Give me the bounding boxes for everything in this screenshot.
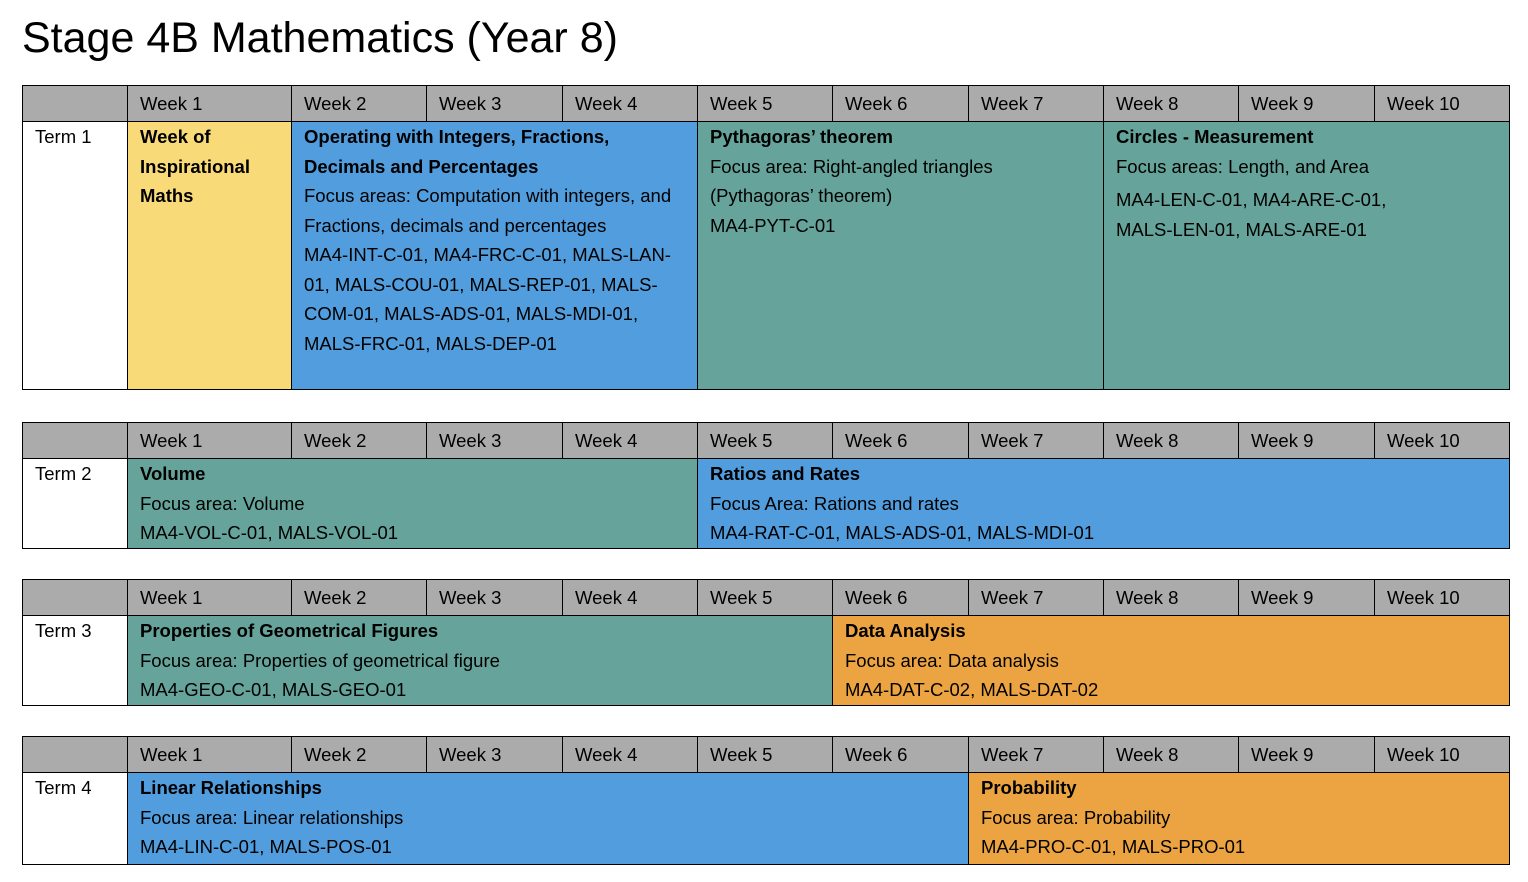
outcome-codes: MA4-VOL-C-01, MALS-VOL-01 [140, 522, 399, 543]
week-header: Week 10 [1375, 423, 1510, 459]
week-header: Week 5 [698, 580, 833, 616]
unit-cell [969, 773, 1510, 865]
unit-cell [1104, 122, 1510, 390]
outcome-codes: MA4-INT-C-01, MA4-FRC-C-01, MALS-LAN-01, MALS-COU-01, MALS-REP-01, MALS-COM-01, MALS-ADS-01, MALS-MDI-01, MALS-FRC-01, MALS-DEP-01 [304, 244, 671, 354]
unit-cell [128, 773, 969, 865]
outcome-codes: MA4-PRO-C-01, MALS-PRO-01 [981, 836, 1246, 857]
unit-cell [698, 122, 1104, 390]
unit-cell [128, 616, 833, 706]
unit-title: Operating with Integers, Fractions, Decimals and Percentages [304, 126, 610, 177]
week-header: Week 6 [833, 737, 969, 773]
week-header: Week 10 [1375, 737, 1510, 773]
focus-area: Focus area: Right-angled triangles (Pythagoras’ theorem) [710, 155, 993, 206]
outcome-codes: MA4-GEO-C-01, MALS-GEO-01 [140, 679, 407, 700]
week-header: Week 1 [128, 86, 292, 122]
week-header: Week 5 [698, 86, 833, 122]
week-header: Week 8 [1104, 580, 1239, 616]
unit-cell [833, 616, 1510, 706]
unit-cell [698, 459, 1510, 549]
week-header: Week 6 [833, 580, 969, 616]
unit-cell [128, 459, 698, 549]
focus-area: Focus area: Volume [140, 492, 305, 514]
week-header: Week 3 [427, 580, 563, 616]
week-header: Week 7 [969, 580, 1104, 616]
term-4-table [22, 736, 1510, 865]
week-header: Week 2 [292, 86, 427, 122]
term-label: Term 2 [23, 459, 128, 549]
week-header: Week 4 [563, 423, 698, 459]
term-label: Term 1 [23, 122, 128, 390]
week-header: Week 4 [563, 737, 698, 773]
unit-title: Properties of Geometrical Figures [140, 620, 439, 641]
focus-area: Focus area: Properties of geometrical figure [140, 649, 500, 671]
focus-area: Focus area: Linear relationships [140, 806, 404, 828]
week-header: Week 1 [128, 580, 292, 616]
outcome-codes: MA4-RAT-C-01, MALS-ADS-01, MALS-MDI-01 [710, 522, 1095, 543]
header-blank-cell [23, 580, 128, 616]
week-header: Week 7 [969, 86, 1104, 122]
week-header: Week 4 [563, 86, 698, 122]
unit-title: Week of Inspirational Maths [140, 126, 250, 206]
unit-title: Pythagoras’ theorem [710, 126, 894, 147]
outcome-codes: MA4-DAT-C-02, MALS-DAT-02 [845, 679, 1099, 700]
outcome-codes: MA4-LIN-C-01, MALS-POS-01 [140, 836, 392, 857]
focus-area: Focus areas: Length, and Area [1116, 155, 1370, 177]
week-header: Week 7 [969, 423, 1104, 459]
week-header: Week 8 [1104, 86, 1239, 122]
week-header: Week 9 [1239, 423, 1375, 459]
header-blank-cell [23, 86, 128, 122]
week-header: Week 6 [833, 423, 969, 459]
unit-cell [128, 122, 292, 390]
week-header: Week 2 [292, 423, 427, 459]
focus-area: Focus area: Probability [981, 806, 1171, 828]
unit-title: Linear Relationships [140, 777, 322, 798]
week-header: Week 9 [1239, 86, 1375, 122]
week-header: Week 2 [292, 737, 427, 773]
header-blank-cell [23, 737, 128, 773]
week-header: Week 1 [128, 737, 292, 773]
week-header: Week 5 [698, 737, 833, 773]
outcome-codes: MA4-LEN-C-01, MA4-ARE-C-01, MALS-LEN-01, MALS-ARE-01 [1116, 189, 1387, 240]
header-blank-cell [23, 423, 128, 459]
week-header: Week 3 [427, 737, 563, 773]
week-header: Week 8 [1104, 737, 1239, 773]
focus-area: Focus area: Data analysis [845, 649, 1059, 671]
week-header: Week 9 [1239, 737, 1375, 773]
week-header: Week 7 [969, 737, 1104, 773]
unit-title: Probability [981, 777, 1077, 798]
week-header: Week 10 [1375, 580, 1510, 616]
week-header: Week 1 [128, 423, 292, 459]
term-label: Term 4 [23, 773, 128, 865]
unit-title: Volume [140, 463, 206, 484]
term-1-table [22, 85, 1510, 390]
page-title: Stage 4B Mathematics (Year 8) [22, 14, 618, 62]
term-2-table [22, 422, 1510, 549]
focus-area: Focus Area: Rations and rates [710, 492, 959, 514]
week-header: Week 3 [427, 423, 563, 459]
week-header: Week 8 [1104, 423, 1239, 459]
week-header: Week 3 [427, 86, 563, 122]
outcome-codes: MA4-PYT-C-01 [710, 214, 836, 236]
week-header: Week 2 [292, 580, 427, 616]
unit-title: Circles - Measurement [1116, 126, 1314, 147]
week-header: Week 6 [833, 86, 969, 122]
term-label: Term 3 [23, 616, 128, 706]
week-header: Week 5 [698, 423, 833, 459]
unit-title: Data Analysis [845, 620, 966, 641]
unit-title: Ratios and Rates [710, 463, 861, 484]
week-header: Week 4 [563, 580, 698, 616]
term-3-table [22, 579, 1510, 706]
week-header: Week 10 [1375, 86, 1510, 122]
week-header: Week 9 [1239, 580, 1375, 616]
unit-cell [292, 122, 698, 390]
focus-area: Focus areas: Computation with integers, and Fractions, decimals and percentages [304, 185, 672, 236]
